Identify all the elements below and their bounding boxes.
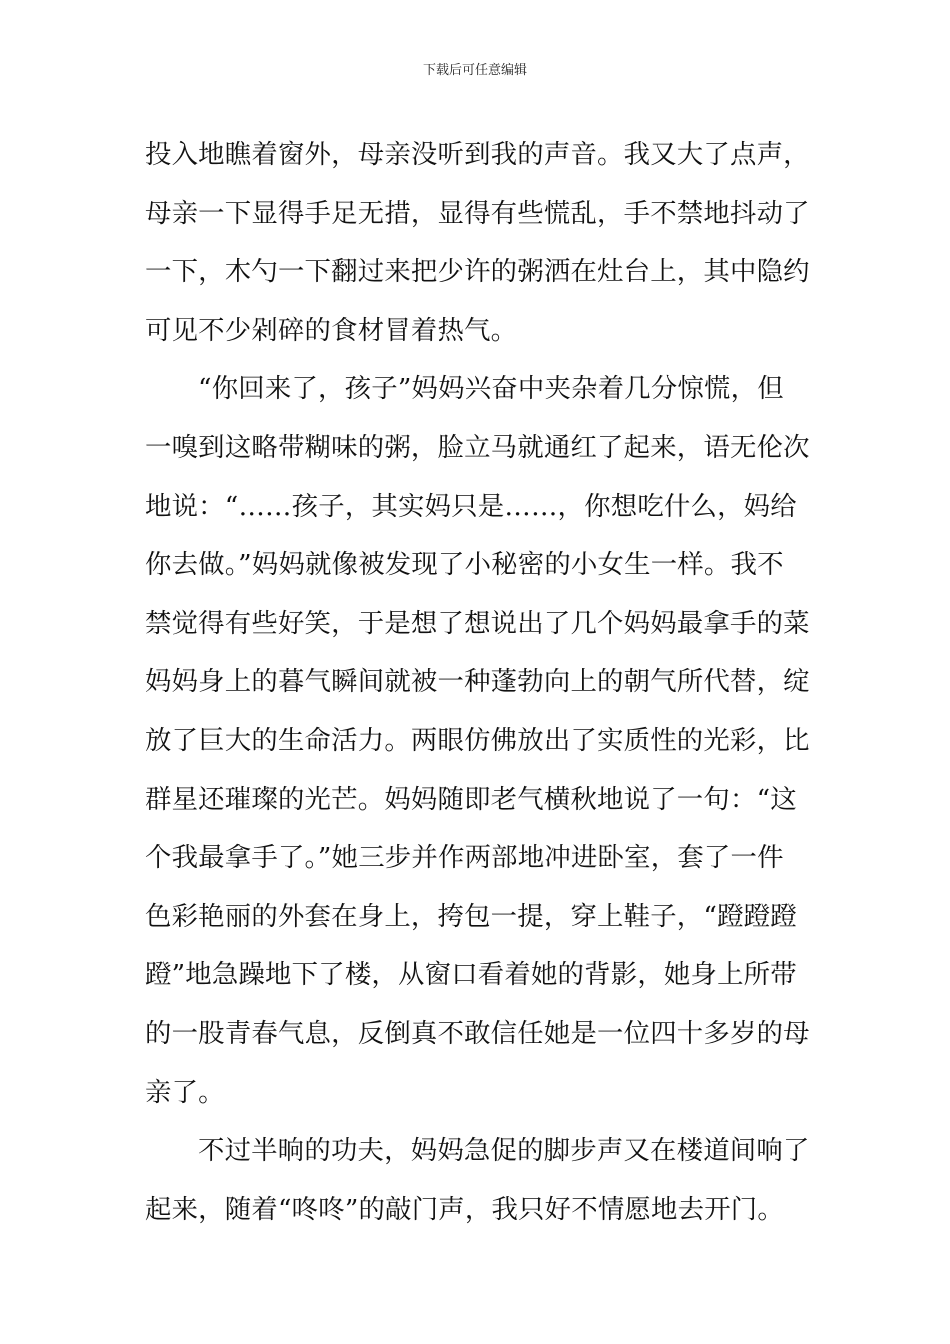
text-line: 放了巨大的生命活力。两眼仿佛放出了实质性的光彩，比	[145, 724, 810, 756]
text-line: 母亲一下显得手足无措，显得有些慌乱，手不禁地抖动了	[145, 197, 810, 229]
text-line: 亲了。	[145, 1076, 225, 1108]
text-line: 地说：“……孩子，其实妈只是……，你想吃什么，妈给	[145, 490, 797, 522]
text-line: 一下，木勺一下翻过来把少许的粥洒在灶台上，其中隐约	[145, 256, 810, 288]
text-line-paragraph-start: 不过半晌的功夫，妈妈急促的脚步声又在楼道间响了	[198, 1135, 810, 1167]
text-line: 你去做。”妈妈就像被发现了小秘密的小女生一样。我不	[145, 549, 784, 581]
text-line: 起来，随着“咚咚”的敲门声，我只好不情愿地去开门。	[145, 1193, 784, 1225]
page-header: 下载后可任意编辑	[422, 63, 527, 78]
text-line: 妈妈身上的暮气瞬间就被一种蓬勃向上的朝气所代替，绽	[145, 666, 810, 698]
text-line: 蹬”地急躁地下了楼，从窗口看着她的背影，她身上所带	[145, 959, 797, 991]
document-body	[145, 126, 810, 1239]
text-line: 投入地瞧着窗外，母亲没听到我的声音。我又大了点声，	[145, 139, 810, 170]
text-line: 一嗅到这略带糊味的粥，脸立马就通红了起来，语无伦次	[145, 431, 810, 463]
text-line: 色彩艳丽的外套在身上，挎包一提，穿上鞋子，“蹬蹬蹬	[145, 900, 797, 932]
text-line-paragraph-start: “你回来了，孩子”妈妈兴奋中夹杂着几分惊慌，但	[198, 373, 784, 405]
text-line: 个我最拿手了。”她三步并作两部地冲进卧室，套了一件	[145, 842, 784, 874]
text-line: 的一股青春气息，反倒真不敢信任她是一位四十多岁的母	[145, 1017, 810, 1049]
text-line: 可见不少剁碎的食材冒着热气。	[145, 314, 518, 346]
text-line: 群星还璀璨的光芒。妈妈随即老气横秋地说了一句：“这	[145, 783, 797, 815]
text-line: 禁觉得有些好笑，于是想了想说出了几个妈妈最拿手的菜	[145, 607, 810, 639]
